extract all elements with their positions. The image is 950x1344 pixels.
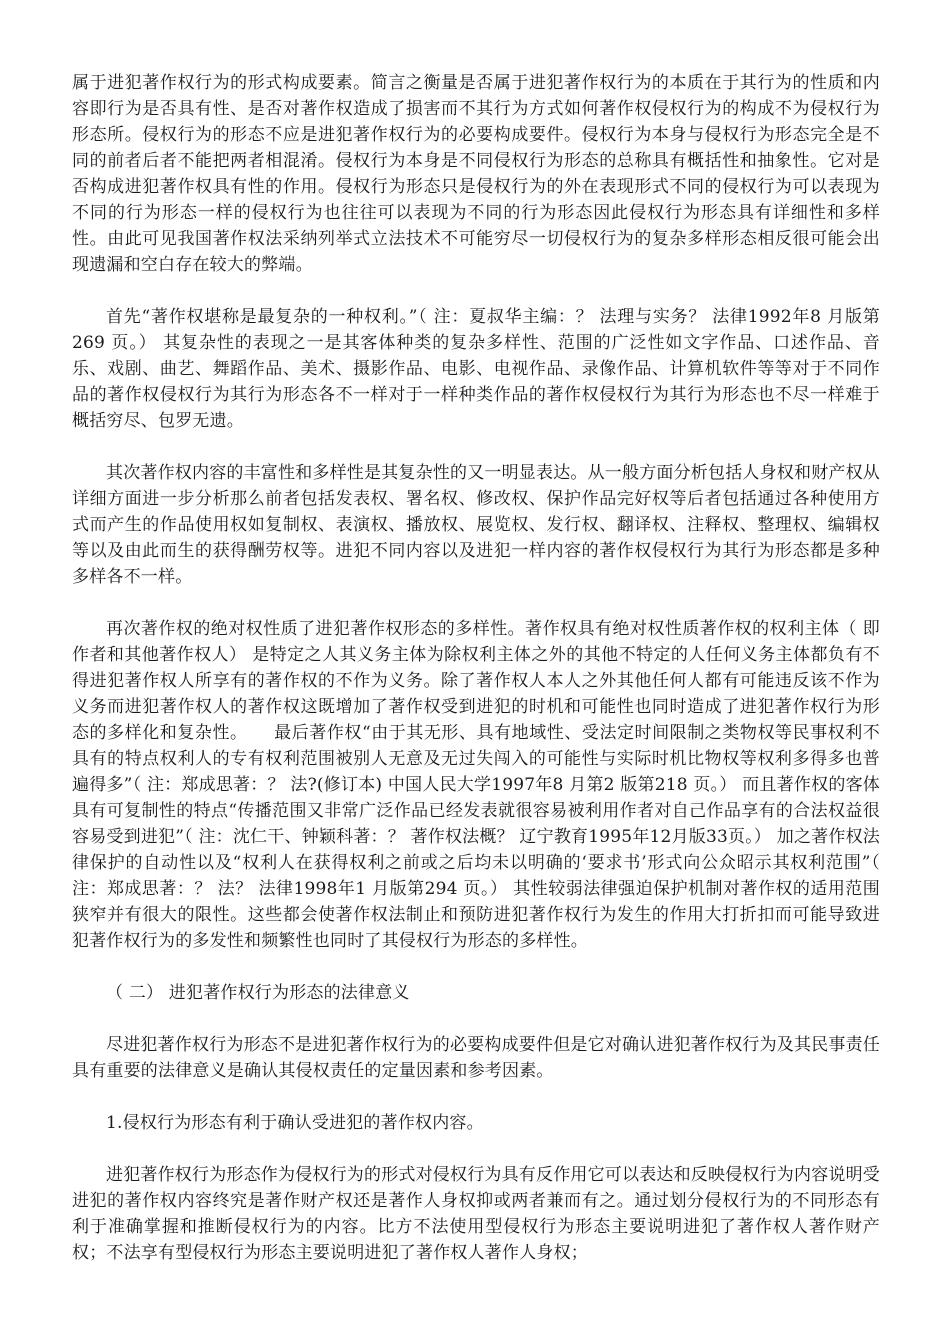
section-heading: （ 二） 进犯著作权行为形态的法律意义: [106, 983, 410, 1003]
paragraph-legal-meaning: 尽进犯著作权行为形态不是进犯著作权行为的必要构成要件但是它对确认进犯著作权行为及其民事责任具有重要的法律意义是确认其侵权责任的定量因素和参考因素。: [72, 1035, 880, 1081]
subsection-heading: 1.侵权行为形态有利于确认受进犯的著作权内容。: [106, 1113, 484, 1133]
paragraph-second: 其次著作权内容的丰富性和多样性是其复杂性的又一明显表达。从一般方面分析包括人身权和财产权从详细方面进一步分析那么前者包括发表权、署名权、修改权、保护作品完好权等后者包括通过各种使用方式而产生的作品使用权如复制权、表演权、播放权、展览权、发行权、翻译权、注释权、整理权、编辑权等以及由此而生的获得酬劳权等。进犯不同内容以及进犯一样内容的著作权侵权行为其行为形态都是多种多样各不一样。: [72, 463, 880, 587]
paragraph-third: 再次著作权的绝对权性质了进犯著作权形态的多样性。著作权具有绝对权性质著作权的权利主体（ 即作者和其他著作权人） 是特定之人其义务主体为除权利主体之外的其他不特定的人任何义务主体都负有不得进犯著作权人所享有的著作权的不作为义务。除了著作权人本人之外其他任何人都有可能违反该不作为义务而进犯著作权人的著作权这既增加了著作权受到进犯的时机和可能性也同时造成了进犯著作权行为形态的多样化和复杂性。 最后著作权“由于其无形、具有地域性、受法定时间限制之类物权等民事权利不具有的特点权利人的专有权利范围被别人无意及无过失闯入的可能性与实际时机比物权等权利多得多也普遍得多”（ 注：郑成思著：？ 法?(修订本) 中国人民大学1997年8 月第2 版第218 页。） 而且著作权的客体具有可复制性的特点“传播范围又非常广泛作品已经发表就很容易被利用作者对自己作品享有的合法权益很容易受到进犯”（ 注：沈仁干、钟颖科著：？ 著作权法概？ 辽宁教育1995年12月版33页。） 加之著作权法律保护的自动性以及“权利人在获得权利之前或之后均未以明确的‘要求书’形式向公众昭示其权利范围”（ 注：郑成思著：？ 法？ 法律1998年1 月版第294 页。） 其性较弱法律强迫保护机制对著作权的适用范围狭窄并有很大的限性。这些都会使著作权法制止和预防进犯著作权行为发生的作用大打折扣而可能导致进犯著作权行为的多发性和频繁性也同时了其侵权行为形态的多样性。: [72, 619, 880, 951]
paragraph-explanation: 进犯著作权行为形态作为侵权行为的形式对侵权行为具有反作用它可以表达和反映侵权行为内容说明受进犯的著作权内容终究是著作财产权还是著作人身权抑或两者兼而有之。通过划分侵权行为的不同形态有利于准确掌握和推断侵权行为的内容。比方不法使用型侵权行为形态主要说明进犯了著作权人著作财产权；不法享有型侵权行为形态主要说明进犯了著作权人著作人身权；: [72, 1165, 880, 1263]
paragraph-first: 首先“著作权堪称是最复杂的一种权利。”（ 注：夏叔华主编：？ 法理与实务？ 法律1992年8 月版第269 页。） 其复杂性的表现之一是其客体种类的复杂多样性、范围的广泛性如文字作品、口述作品、音乐、戏剧、曲艺、舞蹈作品、美术、摄影作品、电影、电视作品、录像作品、计算机软件等等对于不同作品的著作权侵权行为其行为形态各不一样对于一样种类作品的著作权侵权行为其行为形态也不尽一样难于概括穷尽、包罗无遗。: [72, 307, 880, 431]
paragraph-continuation: 属于进犯著作权行为的形式构成要素。简言之衡量是否属于进犯著作权行为的本质在于其行为的性质和内容即行为是否具有性、是否对著作权造成了损害而不其行为方式如何著作权侵权行为的构成不为侵权行为形态所。侵权行为的形态不应是进犯著作权行为的必要构成要件。侵权行为本身与侵权行为形态完全是不同的前者后者不能把两者相混淆。侵权行为本身是不同侵权行为形态的总称具有概括性和抽象性。它对是否构成进犯著作权具有性的作用。侵权行为形态只是侵权行为的外在表现形式不同的侵权行为可以表现为不同的行为形态一样的侵权行为也往往可以表现为不同的行为形态因此侵权行为形态具有详细性和多样性。由此可见我国著作权法采纳列举式立法技术不可能穷尽一切侵权行为的复杂多样形态相反很可能会出现遗漏和空白存在较大的弊端。: [72, 73, 880, 275]
document-page: [72, 70, 880, 1292]
